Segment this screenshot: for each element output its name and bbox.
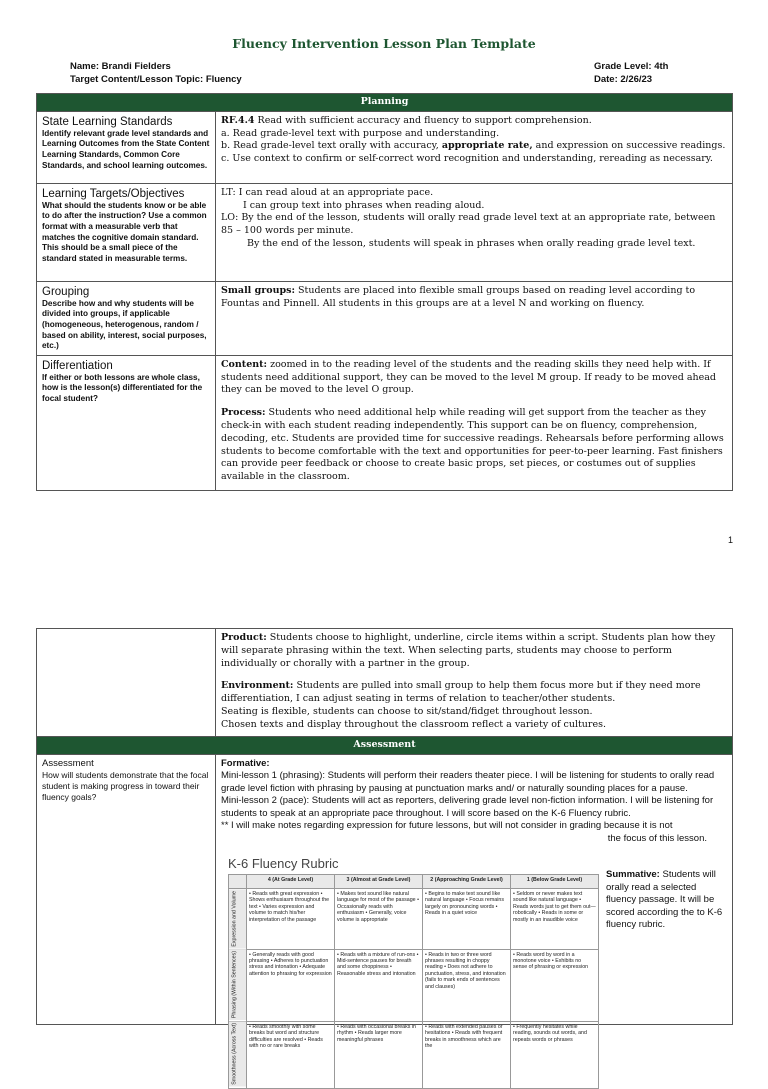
differentiation-label-cell [37, 355, 216, 490]
assessment-desc: How will students demonstrate that the focal student is making progress in toward their fluency goals? [42, 769, 209, 802]
content-lead: Content: [221, 358, 268, 370]
grouping-label-cell [37, 281, 216, 355]
rubric-corner [229, 875, 247, 889]
environment-line3: Chosen texts and display throughout the classroom reflect a variety of cultures. [221, 718, 606, 730]
rubric-cell: • Frequently hesitates while reading, sounds out words, and repeats words or phrases [511, 1021, 599, 1088]
student-name: Name: Brandi Fielders [70, 61, 171, 72]
planning-table [36, 93, 733, 491]
lesson-date: Date: 2/26/23 [594, 74, 653, 85]
standards-line1: Read with sufficient accuracy and fluency to support comprehension. [254, 114, 592, 126]
page-number: 1 [728, 535, 734, 545]
differentiation-label: Differentiation [42, 359, 113, 372]
standards-content [216, 111, 733, 183]
assessment-label-cell [37, 754, 216, 1024]
standards-desc: Identify relevant grade level standards and Learning Outcomes from the State Content Learning Standards, Common Core Standards, and school learning outcomes. [42, 128, 210, 170]
standards-line3c: and expression on successive readings. c. Use context to confirm or self-correct word recognition and understanding, rereading as necessary. [221, 140, 726, 165]
rubric-cell: • Reads in two or three word phrases resulting in choppy reading • Does not adhere to punctuation, stress, and intonation (fails to mark ends of sentences and clauses) [423, 949, 511, 1021]
product-lead: Product: [221, 632, 267, 643]
rubric-cell: • Seldom or never makes text sound like natural language • Reads words just to get them out—robotically • Reads in some or mostly in an inaudible voice [511, 889, 599, 950]
standards-line2: a. Read grade-level text with purpose and understanding. [221, 127, 500, 139]
standards-line3b: appropriate rate, [441, 140, 533, 152]
rubric-col-2: 2 (Approaching Grade Level) [423, 875, 511, 889]
grouping-text: Students are placed into flexible small groups based on reading level according to Fountas and Pinnell. All students in this groups are at a level N and working on fluency. [221, 284, 696, 309]
rubric-row-label: Smoothness (Across Text) [229, 1021, 247, 1088]
lt-line2: I can group text into phrases when reading aloud. [243, 199, 485, 211]
standards-label-cell [37, 111, 216, 183]
grouping-desc: Describe how and why students will be divided into groups, if applicable (homogeneous, heterogenous, random / based on ability, interest, social purposes, etc.) [42, 298, 207, 351]
rubric-title: K-6 Fluency Rubric [228, 856, 339, 871]
grouping-label: Grouping [42, 285, 90, 298]
standards-code: RF.4.4 [221, 114, 255, 126]
rubric-row-label: Phrasing (Within Sentences) [229, 949, 247, 1021]
process-lead: Process: [221, 407, 266, 419]
summative-text: Students will orally read a selected fluency passage. It will be scored according the to K-6 fluency rubric. [606, 869, 723, 930]
rubric-col-3: 3 (Almost at Grade Level) [335, 875, 423, 889]
planning-band: Planning [37, 94, 733, 112]
grouping-lead: Small groups: [221, 284, 295, 296]
expression-note: ** I will make notes regarding expression for future lessons, but will not consider in grading because it is not [221, 820, 673, 832]
targets-content [216, 183, 733, 281]
targets-label-cell [37, 183, 216, 281]
rubric-cell: • Begins to make text sound like natural language • Focus remains largely on pronouncing words • Reads in a quiet voice [423, 889, 511, 950]
content-text: zoomed in to the reading level of the students and the reading skills they need help with. If students need additional support, they can be moved to the level M group. If ready to be moved ahead they can be moved to the level O group. [221, 358, 716, 396]
rubric-cell: • Reads smoothly with some breaks but word and structure difficulties are resolved • Reads with no or rare breaks [247, 1021, 335, 1088]
rubric-cell: • Makes text sound like natural language for most of the passage • Occasionally reads with enthusiasm • Generally, voice volume is appropriate [335, 889, 423, 950]
formative-label: Formative: [221, 757, 270, 769]
rubric-cell: • Reads with a mixture of run-ons • Mid-sentence pauses for breath and some choppiness • Reasonable stress and intonation [335, 949, 423, 1021]
standards-label: State Learning Standards [42, 115, 173, 128]
rubric-col-1: 1 (Below Grade Level) [511, 875, 599, 889]
minilesson-1: Mini-lesson 1 (phrasing): Students will perform their readers theater piece. I will be listening for students to orally read grade level fiction with phrasing by pausing at punctuation marks and/ or naturally sounding places for a pause. [221, 770, 715, 794]
expression-note-2: the focus of this lesson. [607, 832, 707, 844]
process-text: Students who need additional help while reading will get support from the teacher as they check-in with each student reading independently. This support can be on fluency, comprehension, decoding, etc. Students are provided time for successive readings. Rehearsals before performing allows students to become comfortable with the text and opportunities for peer-to-peer learning. Fast finishers can provide peer feedback or choose to create basic props, set pieces, or costumes out of supplies available in the classroom. [221, 407, 724, 483]
environment-lead: Environment: [221, 680, 294, 692]
document-title: Fluency Intervention Lesson Plan Template [232, 36, 536, 51]
environment-text: Students are pulled into small group to help them focus more but if they need more differentiation, I can adjust seating in terms of relation to teacher/other students. [221, 680, 701, 705]
assessment-label: Assessment [42, 757, 94, 769]
summative-block [606, 869, 724, 932]
grade-level: Grade Level: 4th [594, 61, 669, 72]
targets-desc: What should the students know or be able to do after the instruction? Use a common format with a measurable verb that matches the cognitive domain standard. This should be a small piece of the standard stated in measurable terms. [42, 200, 207, 263]
product-text: Students choose to highlight, underline, circle items within a script. Students plan how they will separate phrasing within the text. When selecting parts, students may choose to perform individually or chorally with a partner in the group. [221, 632, 716, 669]
continued-label-cell [37, 629, 216, 737]
standards-line3a: b. Read grade-level text orally with accuracy, [221, 140, 442, 152]
minilesson-2: Mini-lesson 2 (pace): Students will act as reporters, delivering grade level non-fiction information. I will be listening for students to speak at an appropriate pace throughout. I will score based on the K-6 Fluency rubric. [221, 795, 714, 819]
differentiation-desc: If either or both lessons are whole class, how is the lesson(s) differentiated for the focal student? [42, 372, 203, 403]
rubric-row-label: Expression and Volume [229, 889, 247, 950]
continued-content [216, 629, 733, 737]
environment-line2: Seating is flexible, students can choose to sit/stand/fidget throughout lesson. [221, 705, 593, 717]
rubric-cell: • Reads with extended pauses or hesitations • Reads with frequent breaks in smoothness which are the [423, 1021, 511, 1088]
summative-lead: Summative: [606, 869, 660, 880]
rubric-col-4: 4 (At Grade Level) [247, 875, 335, 889]
lo-line2: By the end of the lesson, students will speak in phrases when orally reading grade level text. [247, 237, 696, 249]
rubric-cell: • Generally reads with good phrasing • Adheres to punctuation stress and intonation • Adequate attention to phrasing for expression [247, 949, 335, 1021]
assessment-band: Assessment [37, 737, 733, 755]
lo-line1: LO: By the end of the lesson, students will orally read grade level text at an appropriate rate, between 85 – 100 words per minute. [221, 212, 716, 237]
rubric-cell: • Reads word by word in a monotone voice • Exhibits no sense of phrasing or expression [511, 949, 599, 1021]
rubric-cell: • Reads with occasional breaks in rhythm • Reads larger more meaningful phrases [335, 1021, 423, 1088]
lesson-topic: Target Content/Lesson Topic: Fluency [70, 74, 242, 85]
rubric-cell: • Reads with great expression • Shows enthusiasm throughout the text • Varies expression and volume to match his/her interpretation of the passage [247, 889, 335, 950]
grouping-content [216, 281, 733, 355]
differentiation-content [216, 355, 733, 490]
lt-line1: LT: I can read aloud at an appropriate pace. [221, 186, 434, 198]
rubric-table [228, 874, 599, 1089]
targets-label: Learning Targets/Objectives [42, 187, 185, 200]
